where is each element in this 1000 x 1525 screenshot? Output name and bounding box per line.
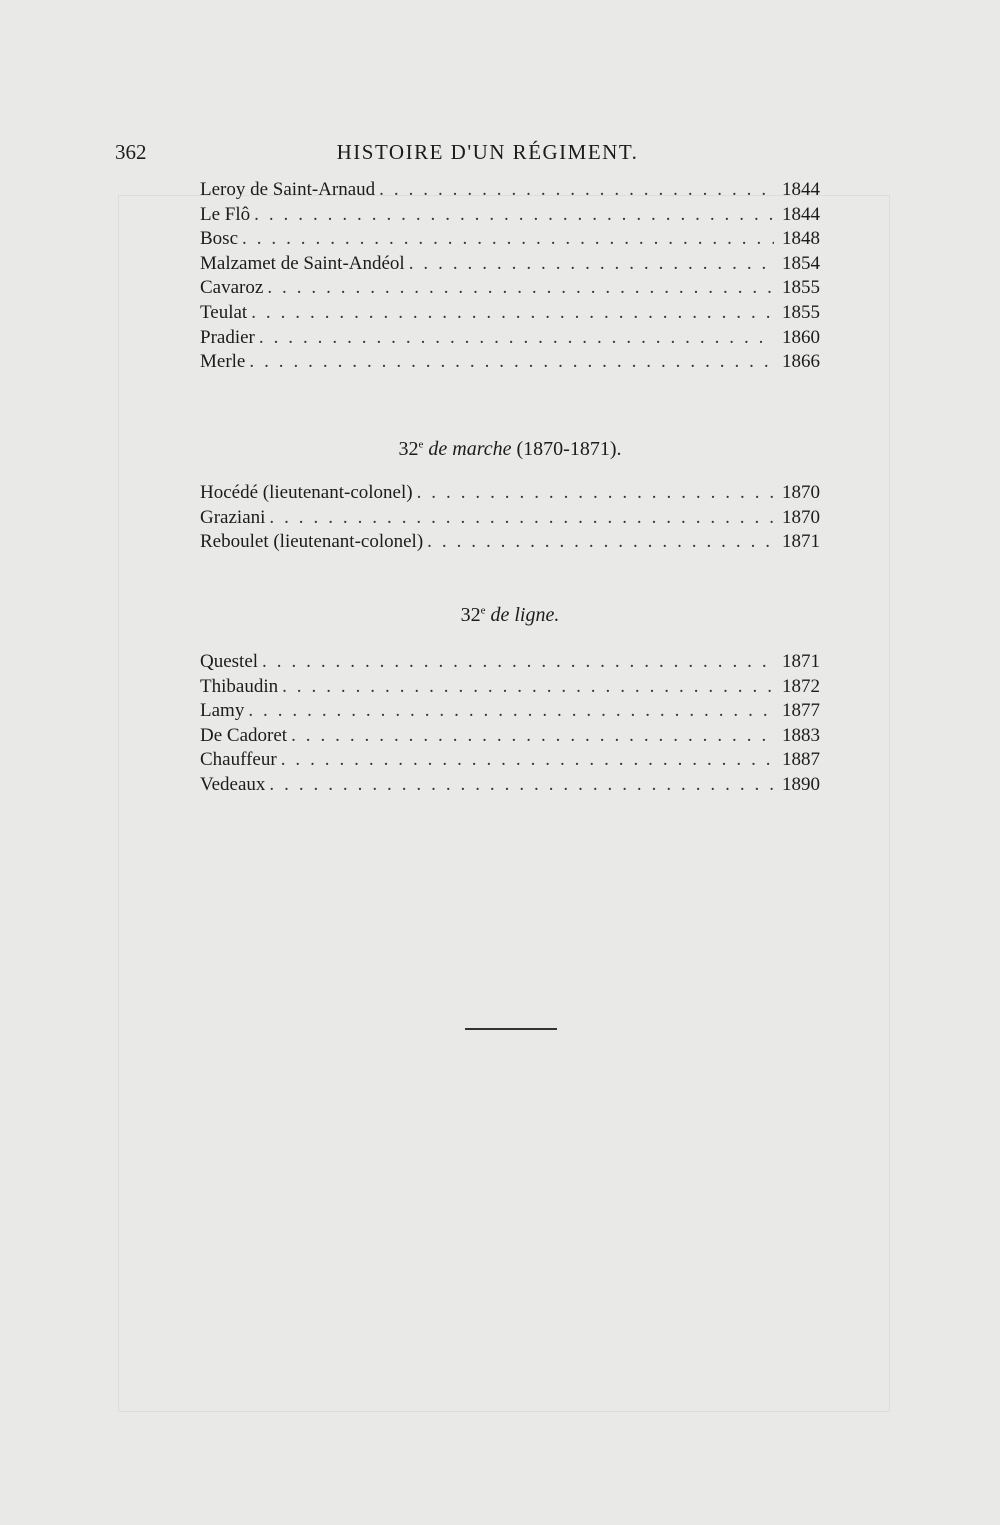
list-item: Vedeaux . . . 1890: [200, 773, 820, 798]
list-item: Thibaudin . . . 1872: [200, 675, 820, 700]
list-item: Leroy de Saint-Arnaud . . . 1844: [200, 178, 820, 203]
list-item: Cavaroz . . . 1855: [200, 276, 820, 301]
list-item: Graziani . . . 1870: [200, 506, 820, 531]
list-item: Lamy . . . 1877: [200, 699, 820, 724]
list-item: Le Flô . . . 1844: [200, 203, 820, 228]
section-heading-ligne: 32e de ligne.: [460, 604, 560, 626]
end-rule: [465, 1028, 557, 1030]
colonels-list-marche: [200, 481, 820, 555]
list-item: Reboulet (lieutenant-colonel) . . . 1871: [200, 530, 820, 555]
list-item: Pradier . . . 1860: [200, 326, 820, 351]
list-item: Bosc . . . 1848: [200, 227, 820, 252]
show-through-frame: [118, 195, 890, 1412]
page-header: [115, 140, 820, 170]
section-heading-marche: 32e de marche (1870-1871).: [398, 438, 622, 460]
list-item: Hocédé (lieutenant-colonel) . . . 1870: [200, 481, 820, 506]
list-item: Questel . . . 1871: [200, 650, 820, 675]
page-number: 362: [115, 140, 147, 164]
list-item: Merle . . . 1866: [200, 350, 820, 375]
list-item: Chauffeur . . . 1887: [200, 748, 820, 773]
colonels-list-32e: [200, 178, 820, 375]
list-item: Teulat . . . 1855: [200, 301, 820, 326]
list-item: De Cadoret . . . 1883: [200, 724, 820, 749]
colonels-list-ligne: [200, 650, 820, 798]
running-title: HISTOIRE D'UN RÉGIMENT.: [336, 140, 639, 164]
list-item: Malzamet de Saint-Andéol . . . 1854: [200, 252, 820, 277]
